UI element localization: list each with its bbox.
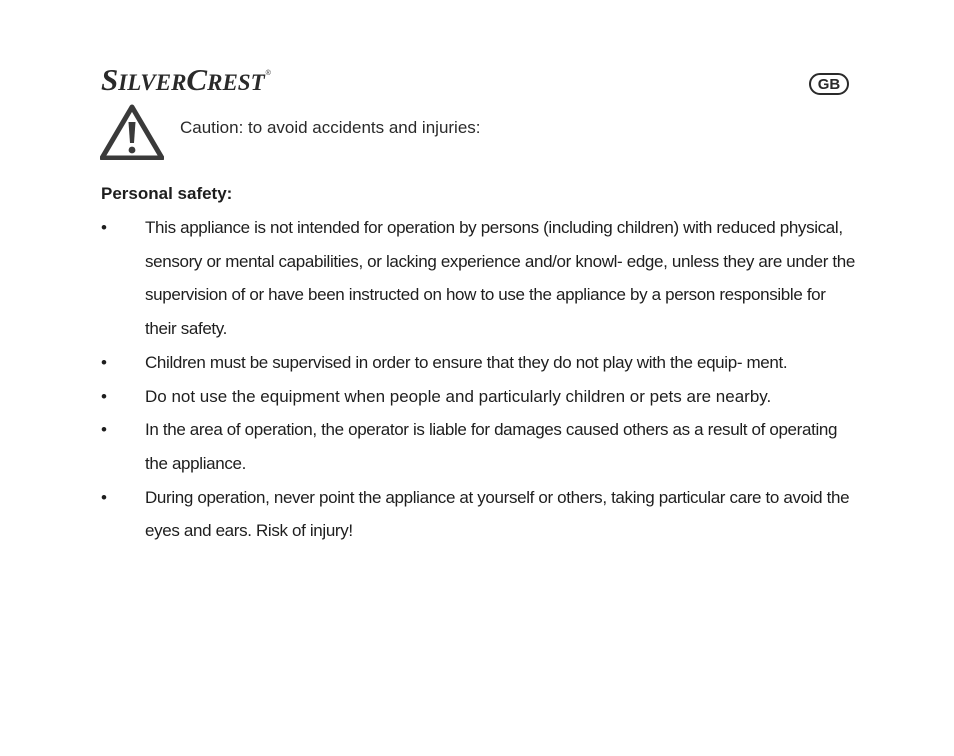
list-item-text: This appliance is not intended for operation by persons (including children) with reduced physical, sensory or mental capabilities, or lacking experience and/or knowl- edge, unless they are under the supervision of or have been instructed on how to use the appliance by a person responsible for their safety.	[145, 218, 855, 339]
safety-bullet-list	[101, 211, 861, 548]
list-item	[101, 481, 861, 548]
list-item	[101, 380, 861, 414]
list-item-text: During operation, never point the appliance at yourself or others, taking particular care to avoid the eyes and ears. Risk of injury!	[145, 487, 850, 541]
bullet-point: •	[101, 352, 107, 372]
warning-triangle-icon	[100, 104, 164, 160]
language-badge: GB	[809, 73, 849, 95]
bullet-point: •	[101, 420, 107, 440]
list-item	[101, 413, 861, 480]
list-item-text: Children must be supervised in order to ensure that they do not play with the equip- ment.	[145, 352, 788, 372]
list-item	[101, 346, 861, 380]
list-item	[101, 211, 861, 346]
list-item-text: In the area of operation, the operator is liable for damages caused others as a result of operating the appliance.	[145, 420, 838, 473]
bullet-point: •	[101, 386, 107, 406]
section-title: Personal safety:	[101, 184, 233, 203]
bullet-point: •	[101, 487, 107, 507]
silvercrest-logo: SILVERCREST®	[101, 62, 271, 97]
list-item-text: Do not use the equipment when people and particularly children or pets are nearby.	[145, 386, 772, 406]
caution-text: Caution: to avoid accidents and injuries:	[180, 118, 481, 137]
bullet-point: •	[101, 218, 107, 237]
registered-mark: ®	[265, 70, 271, 77]
